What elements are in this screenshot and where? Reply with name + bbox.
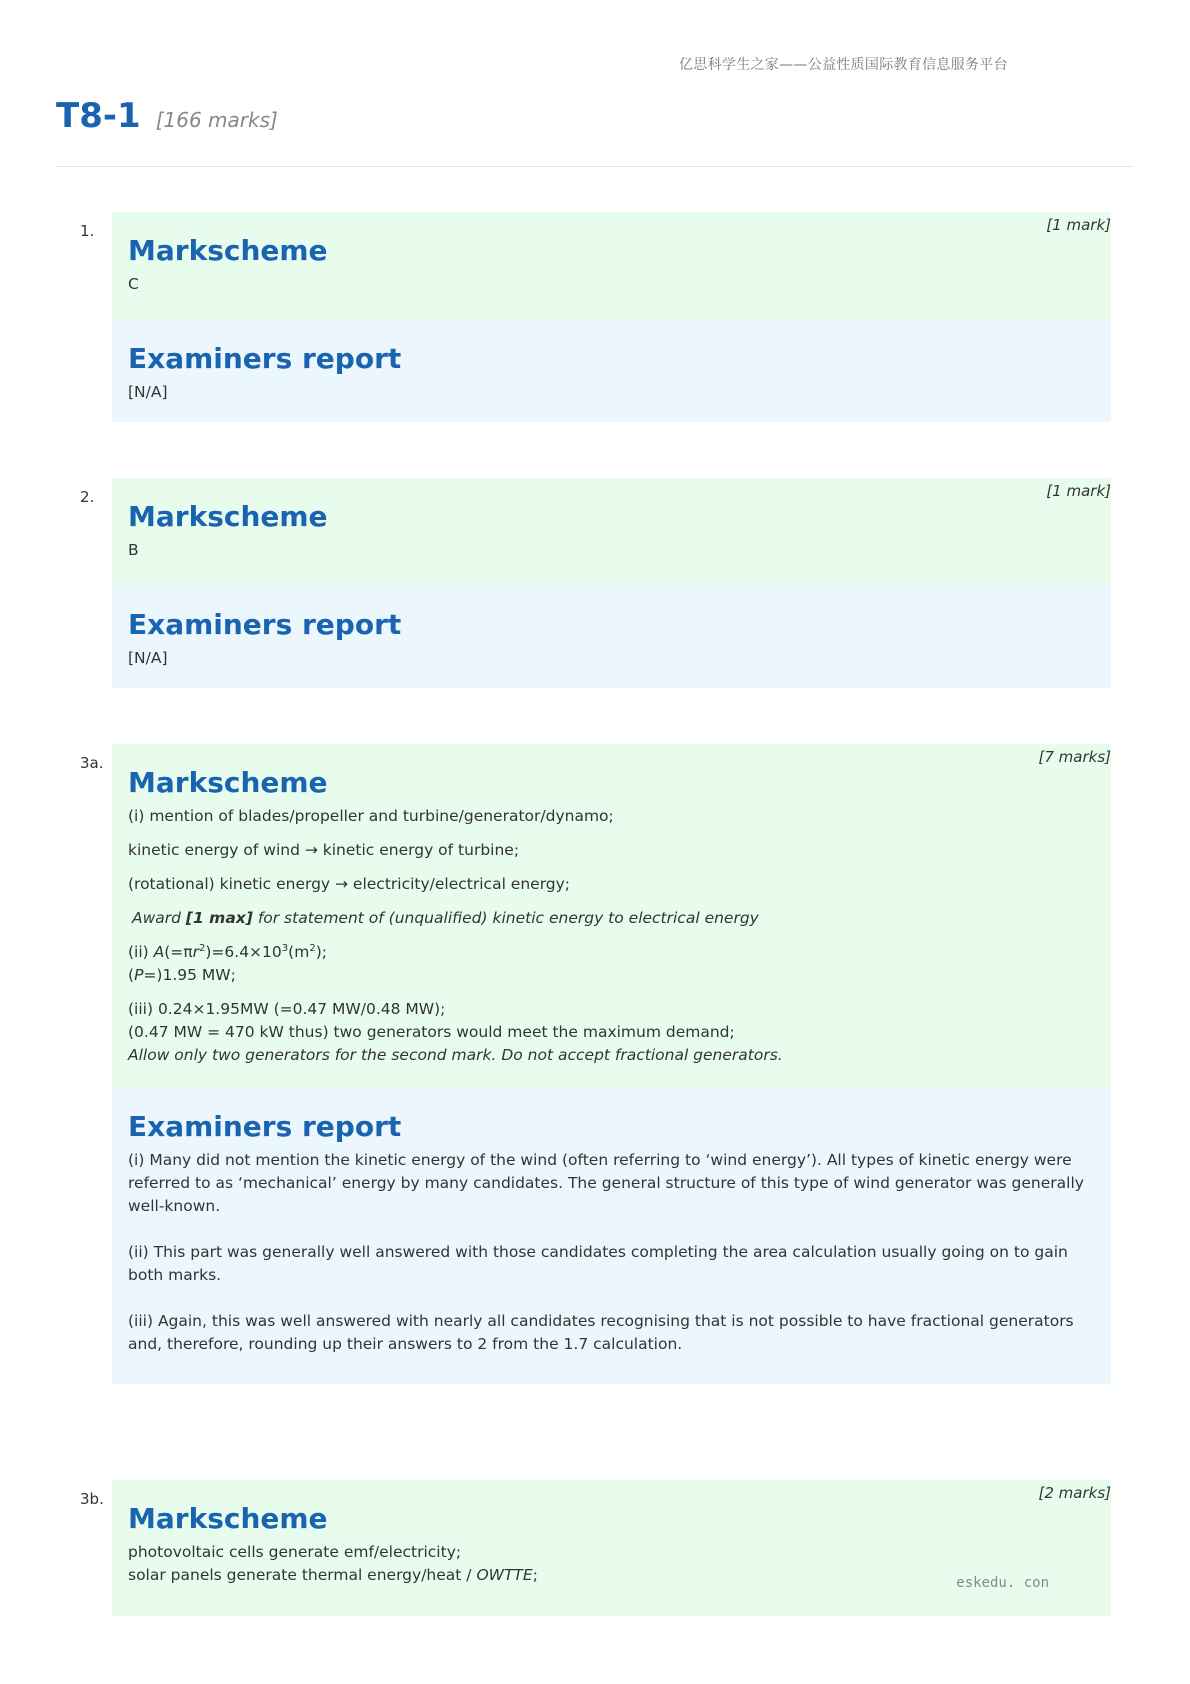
examiners-report-section bbox=[112, 586, 1111, 688]
question-3a bbox=[56, 744, 1111, 1384]
markscheme-section bbox=[112, 478, 1111, 586]
question-number: 3b. bbox=[80, 1490, 104, 1508]
question-marks: [1 mark] bbox=[1046, 216, 1111, 234]
text-fragment: ( bbox=[128, 966, 135, 984]
markscheme-heading: Markscheme bbox=[128, 766, 328, 799]
markscheme-heading: Markscheme bbox=[128, 500, 328, 533]
question-marks: [2 marks] bbox=[1038, 1484, 1111, 1502]
page-heading bbox=[56, 96, 1134, 167]
superscript: 2 bbox=[309, 942, 316, 954]
markscheme-line: (iii) 0.24×1.95MW (=0.47 MW/0.48 MW); bbox=[128, 1000, 446, 1018]
question-2 bbox=[56, 478, 1111, 688]
markscheme-line bbox=[128, 1564, 1095, 1587]
markscheme-section bbox=[112, 744, 1111, 1088]
page-title: T8-1 bbox=[56, 96, 141, 136]
superscript: 2 bbox=[199, 942, 206, 954]
markscheme-line: (0.47 MW = 470 kW thus) two generators would meet the maximum demand; bbox=[128, 1023, 735, 1041]
examiners-report-paragraph: (iii) Again, this was well answered with nearly all candidates recognising that is not possible to have fractional generators and, therefore, rounding up their answers to 2 from the 1.7 calculation. bbox=[128, 1312, 1074, 1353]
examiners-report-heading: Examiners report bbox=[128, 1110, 402, 1143]
markscheme-heading: Markscheme bbox=[128, 1502, 328, 1535]
markscheme-note: Allow only two generators for the second mark. Do not accept fractional generators. bbox=[128, 1046, 783, 1064]
markscheme-line: (i) mention of blades/propeller and turbine/generator/dynamo; bbox=[128, 807, 614, 825]
examiners-report-paragraph: (ii) This part was generally well answered with those candidates completing the area calculation usually going on to gain both marks. bbox=[128, 1243, 1068, 1284]
question-1 bbox=[56, 212, 1111, 422]
variable: r bbox=[192, 943, 199, 961]
text-fragment: =)1.95 MW; bbox=[143, 966, 236, 984]
text-fragment: ; bbox=[532, 1566, 538, 1584]
site-header: 亿思科学生之家——公益性质国际教育信息服务平台 bbox=[679, 57, 1008, 73]
variable: A bbox=[153, 943, 165, 961]
examiners-report-heading: Examiners report bbox=[128, 608, 402, 641]
superscript: 3 bbox=[281, 942, 289, 954]
total-marks: [166 marks] bbox=[155, 108, 278, 132]
text-fragment: (=π bbox=[164, 943, 193, 961]
text-fragment: (m bbox=[288, 943, 310, 961]
markscheme-heading: Markscheme bbox=[128, 234, 328, 267]
question-marks: [1 mark] bbox=[1046, 482, 1111, 500]
question-number: 2. bbox=[80, 488, 95, 506]
question-number: 1. bbox=[80, 222, 95, 240]
text-fragment: )=6.4×10 bbox=[205, 943, 282, 961]
examiners-report-text: [N/A] bbox=[128, 649, 168, 667]
markscheme-line bbox=[128, 964, 1095, 987]
markscheme-line: kinetic energy of wind → kinetic energy of turbine; bbox=[128, 841, 520, 859]
text-fragment: ); bbox=[315, 943, 327, 961]
examiners-report-text: [N/A] bbox=[128, 383, 168, 401]
examiners-report-heading: Examiners report bbox=[128, 342, 402, 375]
variable: P bbox=[134, 966, 144, 984]
note-bold: [1 max] bbox=[185, 909, 253, 927]
examiners-report-paragraph: (i) Many did not mention the kinetic energy of the wind (often referring to ‘wind energy’). All types of kinetic energy were referred to as ‘mechanical’ energy by many candidates. The general structure of this type of wind generator was generally well-known. bbox=[128, 1151, 1084, 1215]
note-text: for statement of (unqualified) kinetic energy to electrical energy bbox=[252, 909, 759, 927]
markscheme-section bbox=[112, 212, 1111, 320]
examiners-report-section bbox=[112, 1088, 1111, 1384]
markscheme-answer: C bbox=[128, 275, 139, 293]
emphasis: OWTTE bbox=[476, 1566, 533, 1584]
question-3b bbox=[56, 1480, 1111, 1616]
markscheme-answer: B bbox=[128, 541, 139, 559]
text-fragment: solar panels generate thermal energy/heat / bbox=[128, 1566, 477, 1584]
examiners-report-section bbox=[112, 320, 1111, 422]
watermark: eskedu. con bbox=[956, 1575, 1049, 1591]
question-number: 3a. bbox=[80, 754, 104, 772]
markscheme-line: (rotational) kinetic energy → electricity/electrical energy; bbox=[128, 875, 571, 893]
note-text: Award bbox=[132, 909, 186, 927]
markscheme-section bbox=[112, 1480, 1111, 1616]
markscheme-note bbox=[128, 907, 1095, 930]
markscheme-line: photovoltaic cells generate emf/electricity; bbox=[128, 1543, 462, 1561]
question-marks: [7 marks] bbox=[1038, 748, 1111, 766]
text-fragment: (ii) bbox=[128, 943, 154, 961]
markscheme-line bbox=[128, 941, 1095, 964]
